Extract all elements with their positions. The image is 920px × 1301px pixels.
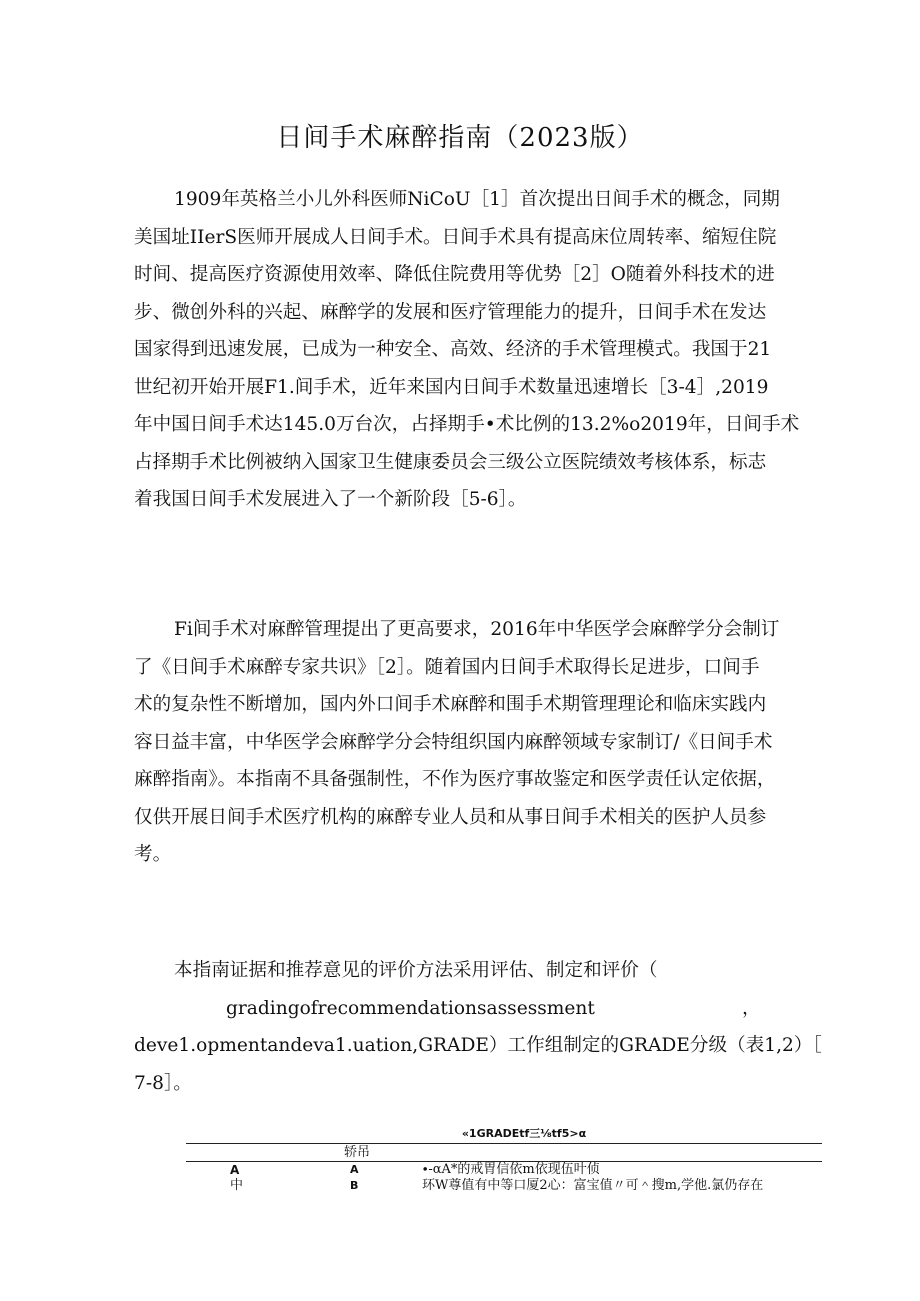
paragraph-line: 了《日间手术麻醉专家共识》［2］。随着国内日间手术取得长足进步，口间手 xyxy=(134,656,760,678)
paragraph-line: deve1.opmentandeva1.uation,GRADE）工作组制定的GRADE分级（表1,2）［ xyxy=(134,1035,822,1056)
table-cell: A xyxy=(350,1163,359,1176)
paragraph-line: 世纪初开始开展F1.间手术，近年来国内日间手术数量迅速增长［3-4］,2019 xyxy=(134,376,769,398)
paragraph-line: 麻醉指南》。本指南不具备强制性，不作为医疗事故鉴定和医学责任认定依据， xyxy=(134,769,776,790)
paragraph-line: 步、微创外科的兴起、麻醉学的发展和医疗管理能力的提升，日间手术在发达 xyxy=(134,301,767,323)
paragraph-line: 1909年英格兰小儿外科医师NiCoU［1］首次提出日间手术的概念，同期 xyxy=(174,189,780,210)
table-row xyxy=(186,1162,822,1178)
paragraph-line: 7-8］。 xyxy=(134,1072,192,1094)
paragraph-line: 仅供开展日间手术医疗机构的麻醉专业人员和从事日间手术相关的医护人员参 xyxy=(134,806,767,828)
paragraph-grade-method xyxy=(134,952,824,1102)
grade-table xyxy=(186,1125,822,1194)
paragraph-line: 容日益丰富，中华医学会麻醉学分会特组织国内麻醉领域专家制订/《日间手术 xyxy=(134,731,773,753)
paragraph-intro xyxy=(134,181,824,519)
table-cell: B xyxy=(350,1179,359,1192)
paragraph-line: 国家得到迅速发展，已成为一种安全、高效、经济的手术管理模式。我国于21 xyxy=(134,339,772,360)
paragraph-line: 本指南证据和推荐意见的评价方法采用评估、制定和评价（ xyxy=(174,960,658,981)
punctuation-comma: ， xyxy=(742,997,761,1019)
paragraph-requirements xyxy=(134,611,824,874)
paragraph-line: 年中国日间手术达145.0万台次，占择期手•术比例的13.2%o2019年，日间手术 xyxy=(134,414,800,435)
paragraph-line: 术的复杂性不断增加，国内外口间手术麻醉和围手术期管理理论和临床实践内 xyxy=(134,694,767,715)
paragraph-line: 时间、提高医疗资源使用效率、降低住院费用等优势［2］O随着外科技术的进 xyxy=(134,264,775,285)
document-title: 日间手术麻醉指南（2023版） xyxy=(276,123,644,153)
paragraph-line: 着我国日间手术发展进入了一个新阶段［5-6］。 xyxy=(134,489,527,510)
paragraph-line: 占择期手术比例被纳入国家卫生健康委员会三级公立医院绩效考核体系，标志 xyxy=(134,451,767,473)
table-cell: 环W尊值有中等口厦2心：富宝值〃可＾搜m,学他.氯仍存在 xyxy=(422,1178,764,1193)
table-caption: «1GRADEtf三⅛tf5>α xyxy=(461,1127,587,1140)
table-cell: ∙-αA*的戒胃信依m依现伍叶侦 xyxy=(422,1162,600,1177)
paragraph-line xyxy=(134,990,824,1028)
table-header xyxy=(186,1144,822,1161)
grade-english-term: gradingofrecommendationsassessment xyxy=(226,997,595,1019)
paragraph-line: 考。 xyxy=(134,844,172,865)
table-cell: A xyxy=(230,1163,240,1177)
table-header-cell: 轿吊 xyxy=(344,1145,371,1160)
table-cell: 中 xyxy=(230,1178,244,1193)
paragraph-line: Fi间手术对麻醉管理提出了更高要求，2016年中华医学会麻醉学分会制订 xyxy=(174,619,780,640)
table-row xyxy=(186,1178,822,1194)
paragraph-line: 美国址IIerS医师开展成人日间手术。日间手术具有提高床位周转率、缩短住院 xyxy=(134,226,777,248)
